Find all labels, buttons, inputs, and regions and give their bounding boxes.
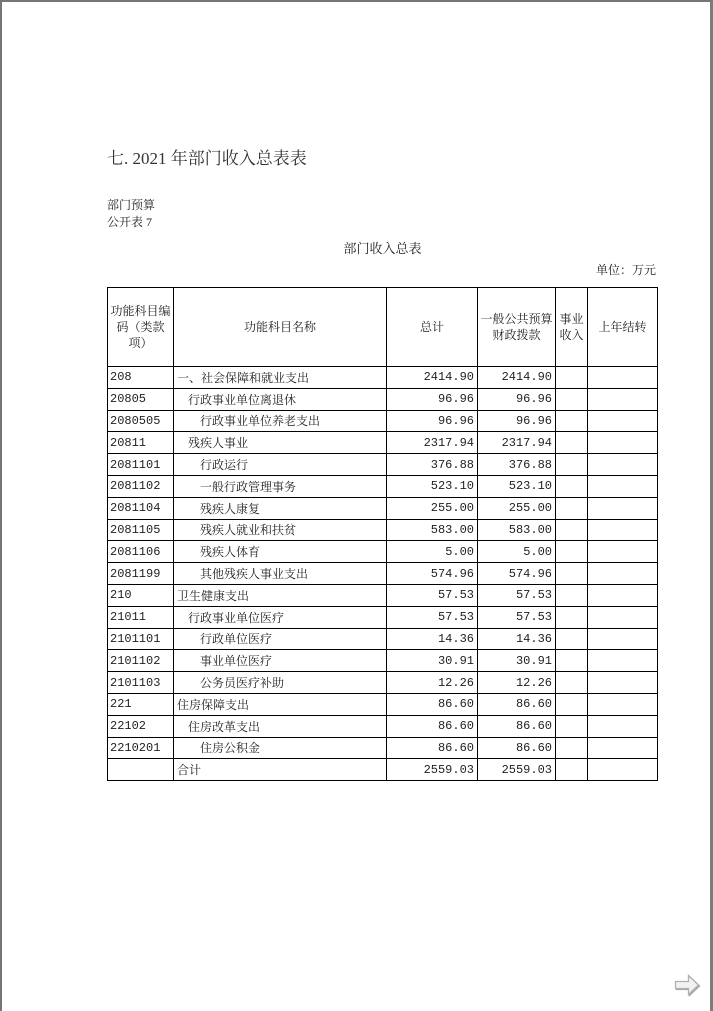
cell-carryover bbox=[588, 606, 658, 628]
cell-general-public-budget: 14.36 bbox=[478, 628, 556, 650]
cell-function-name: 行政事业单位养老支出 bbox=[174, 410, 387, 432]
table-row bbox=[108, 737, 658, 759]
table-caption: 部门收入总表 bbox=[343, 241, 422, 256]
cell-function-code: 2081102 bbox=[108, 475, 174, 497]
cell-function-code: 2081104 bbox=[108, 497, 174, 519]
cell-general-public-budget: 523.10 bbox=[478, 475, 556, 497]
cell-general-public-budget: 30.91 bbox=[478, 650, 556, 672]
cell-function-code: 20805 bbox=[108, 388, 174, 410]
table-row bbox=[108, 628, 658, 650]
cell-function-name: 事业单位医疗 bbox=[174, 650, 387, 672]
table-row bbox=[108, 715, 658, 737]
table-row bbox=[108, 497, 658, 519]
table-row bbox=[108, 563, 658, 585]
cell-total: 86.60 bbox=[387, 737, 478, 759]
subtitle-line-table-no: 公开表 7 bbox=[107, 215, 153, 229]
cell-business-income bbox=[556, 628, 588, 650]
cell-business-income bbox=[556, 432, 588, 454]
cell-total: 5.00 bbox=[387, 541, 478, 563]
cell-business-income bbox=[556, 367, 588, 389]
table-row bbox=[108, 759, 658, 781]
cell-total: 96.96 bbox=[387, 388, 478, 410]
cell-business-income bbox=[556, 410, 588, 432]
cell-general-public-budget: 96.96 bbox=[478, 388, 556, 410]
cell-function-code: 208 bbox=[108, 367, 174, 389]
header-function-name: 功能科目名称 bbox=[174, 288, 387, 367]
table-row bbox=[108, 432, 658, 454]
table-row bbox=[108, 519, 658, 541]
cell-general-public-budget: 2317.94 bbox=[478, 432, 556, 454]
cell-function-code: 2101101 bbox=[108, 628, 174, 650]
cell-carryover bbox=[588, 519, 658, 541]
cell-total: 2317.94 bbox=[387, 432, 478, 454]
table-row bbox=[108, 672, 658, 694]
table-row bbox=[108, 693, 658, 715]
cell-function-code: 2081199 bbox=[108, 563, 174, 585]
cell-business-income bbox=[556, 759, 588, 781]
cell-function-name: 残疾人事业 bbox=[174, 432, 387, 454]
cell-function-name: 行政运行 bbox=[174, 454, 387, 476]
cell-carryover bbox=[588, 454, 658, 476]
table-row bbox=[108, 388, 658, 410]
cell-function-code: 2210201 bbox=[108, 737, 174, 759]
cell-carryover bbox=[588, 563, 658, 585]
cell-function-code: 22102 bbox=[108, 715, 174, 737]
cell-total: 57.53 bbox=[387, 606, 478, 628]
cell-business-income bbox=[556, 693, 588, 715]
header-general-public-budget: 一般公共预算财政拨款 bbox=[478, 288, 556, 367]
cell-general-public-budget: 96.96 bbox=[478, 410, 556, 432]
cell-function-code: 2101102 bbox=[108, 650, 174, 672]
cell-general-public-budget: 2559.03 bbox=[478, 759, 556, 781]
table-area bbox=[107, 238, 658, 781]
cell-carryover bbox=[588, 715, 658, 737]
cell-business-income bbox=[556, 672, 588, 694]
cell-carryover bbox=[588, 497, 658, 519]
cell-total: 57.53 bbox=[387, 584, 478, 606]
cell-total: 2414.90 bbox=[387, 367, 478, 389]
next-page-arrow-icon bbox=[674, 974, 700, 996]
budget-table bbox=[107, 287, 658, 781]
cell-general-public-budget: 574.96 bbox=[478, 563, 556, 585]
cell-function-name: 住房改革支出 bbox=[174, 715, 387, 737]
cell-total: 86.60 bbox=[387, 715, 478, 737]
cell-general-public-budget: 57.53 bbox=[478, 606, 556, 628]
cell-function-code: 221 bbox=[108, 693, 174, 715]
document-title: 七. 2021 年部门收入总表表 bbox=[107, 149, 307, 168]
cell-carryover bbox=[588, 432, 658, 454]
cell-total: 14.36 bbox=[387, 628, 478, 650]
header-total: 总计 bbox=[387, 288, 478, 367]
cell-general-public-budget: 86.60 bbox=[478, 715, 556, 737]
cell-function-name: 其他残疾人事业支出 bbox=[174, 563, 387, 585]
header-carryover: 上年结转 bbox=[588, 288, 658, 367]
cell-total: 574.96 bbox=[387, 563, 478, 585]
cell-function-code: 20811 bbox=[108, 432, 174, 454]
cell-general-public-budget: 5.00 bbox=[478, 541, 556, 563]
cell-carryover bbox=[588, 410, 658, 432]
cell-function-name: 行政单位医疗 bbox=[174, 628, 387, 650]
cell-general-public-budget: 255.00 bbox=[478, 497, 556, 519]
table-header-row bbox=[108, 288, 658, 367]
cell-business-income bbox=[556, 584, 588, 606]
cell-function-code: 2101103 bbox=[108, 672, 174, 694]
table-row bbox=[108, 650, 658, 672]
unit-label: 单位：万元 bbox=[595, 263, 656, 277]
cell-carryover bbox=[588, 737, 658, 759]
cell-total: 30.91 bbox=[387, 650, 478, 672]
cell-function-name: 一、社会保障和就业支出 bbox=[174, 367, 387, 389]
cell-function-code: 2081101 bbox=[108, 454, 174, 476]
cell-total: 255.00 bbox=[387, 497, 478, 519]
cell-general-public-budget: 376.88 bbox=[478, 454, 556, 476]
table-row bbox=[108, 454, 658, 476]
cell-carryover bbox=[588, 541, 658, 563]
cell-carryover bbox=[588, 693, 658, 715]
cell-business-income bbox=[556, 519, 588, 541]
header-business-income: 事业收入 bbox=[556, 288, 588, 367]
cell-function-name: 公务员医疗补助 bbox=[174, 672, 387, 694]
cell-business-income bbox=[556, 454, 588, 476]
cell-general-public-budget: 12.26 bbox=[478, 672, 556, 694]
cell-total: 376.88 bbox=[387, 454, 478, 476]
table-row bbox=[108, 606, 658, 628]
cell-function-name: 残疾人体育 bbox=[174, 541, 387, 563]
cell-function-code: 2081105 bbox=[108, 519, 174, 541]
cell-general-public-budget: 583.00 bbox=[478, 519, 556, 541]
cell-function-name: 行政事业单位离退休 bbox=[174, 388, 387, 410]
cell-carryover bbox=[588, 388, 658, 410]
cell-general-public-budget: 2414.90 bbox=[478, 367, 556, 389]
table-row bbox=[108, 367, 658, 389]
cell-function-name: 卫生健康支出 bbox=[174, 584, 387, 606]
cell-total: 12.26 bbox=[387, 672, 478, 694]
cell-business-income bbox=[556, 606, 588, 628]
cell-function-name: 一般行政管理事务 bbox=[174, 475, 387, 497]
cell-carryover bbox=[588, 584, 658, 606]
cell-business-income bbox=[556, 541, 588, 563]
table-row bbox=[108, 410, 658, 432]
cell-function-name: 住房公积金 bbox=[174, 737, 387, 759]
table-row bbox=[108, 541, 658, 563]
cell-total: 523.10 bbox=[387, 475, 478, 497]
cell-carryover bbox=[588, 650, 658, 672]
cell-business-income bbox=[556, 475, 588, 497]
cell-general-public-budget: 57.53 bbox=[478, 584, 556, 606]
cell-function-name: 住房保障支出 bbox=[174, 693, 387, 715]
table-row bbox=[108, 475, 658, 497]
cell-total: 2559.03 bbox=[387, 759, 478, 781]
cell-general-public-budget: 86.60 bbox=[478, 693, 556, 715]
cell-function-code: 2080505 bbox=[108, 410, 174, 432]
document-subtitle bbox=[107, 197, 155, 231]
cell-total: 96.96 bbox=[387, 410, 478, 432]
cell-function-name: 残疾人康复 bbox=[174, 497, 387, 519]
cell-carryover bbox=[588, 759, 658, 781]
cell-business-income bbox=[556, 715, 588, 737]
header-function-code: 功能科目编码（类款项） bbox=[108, 288, 174, 367]
subtitle-line-budget: 部门预算 bbox=[107, 198, 156, 212]
cell-carryover bbox=[588, 475, 658, 497]
next-page-button[interactable] bbox=[674, 974, 700, 996]
cell-carryover bbox=[588, 672, 658, 694]
cell-function-code bbox=[108, 759, 174, 781]
table-row bbox=[108, 584, 658, 606]
cell-total: 86.60 bbox=[387, 693, 478, 715]
cell-business-income bbox=[556, 497, 588, 519]
cell-business-income bbox=[556, 737, 588, 759]
cell-function-code: 210 bbox=[108, 584, 174, 606]
cell-total: 583.00 bbox=[387, 519, 478, 541]
cell-general-public-budget: 86.60 bbox=[478, 737, 556, 759]
cell-carryover bbox=[588, 628, 658, 650]
cell-function-name: 合计 bbox=[174, 759, 387, 781]
cell-function-code: 2081106 bbox=[108, 541, 174, 563]
cell-function-code: 21011 bbox=[108, 606, 174, 628]
cell-function-name: 行政事业单位医疗 bbox=[174, 606, 387, 628]
cell-business-income bbox=[556, 388, 588, 410]
budget-table-body bbox=[108, 367, 658, 781]
cell-business-income bbox=[556, 650, 588, 672]
cell-carryover bbox=[588, 367, 658, 389]
cell-function-name: 残疾人就业和扶贫 bbox=[174, 519, 387, 541]
cell-business-income bbox=[556, 563, 588, 585]
